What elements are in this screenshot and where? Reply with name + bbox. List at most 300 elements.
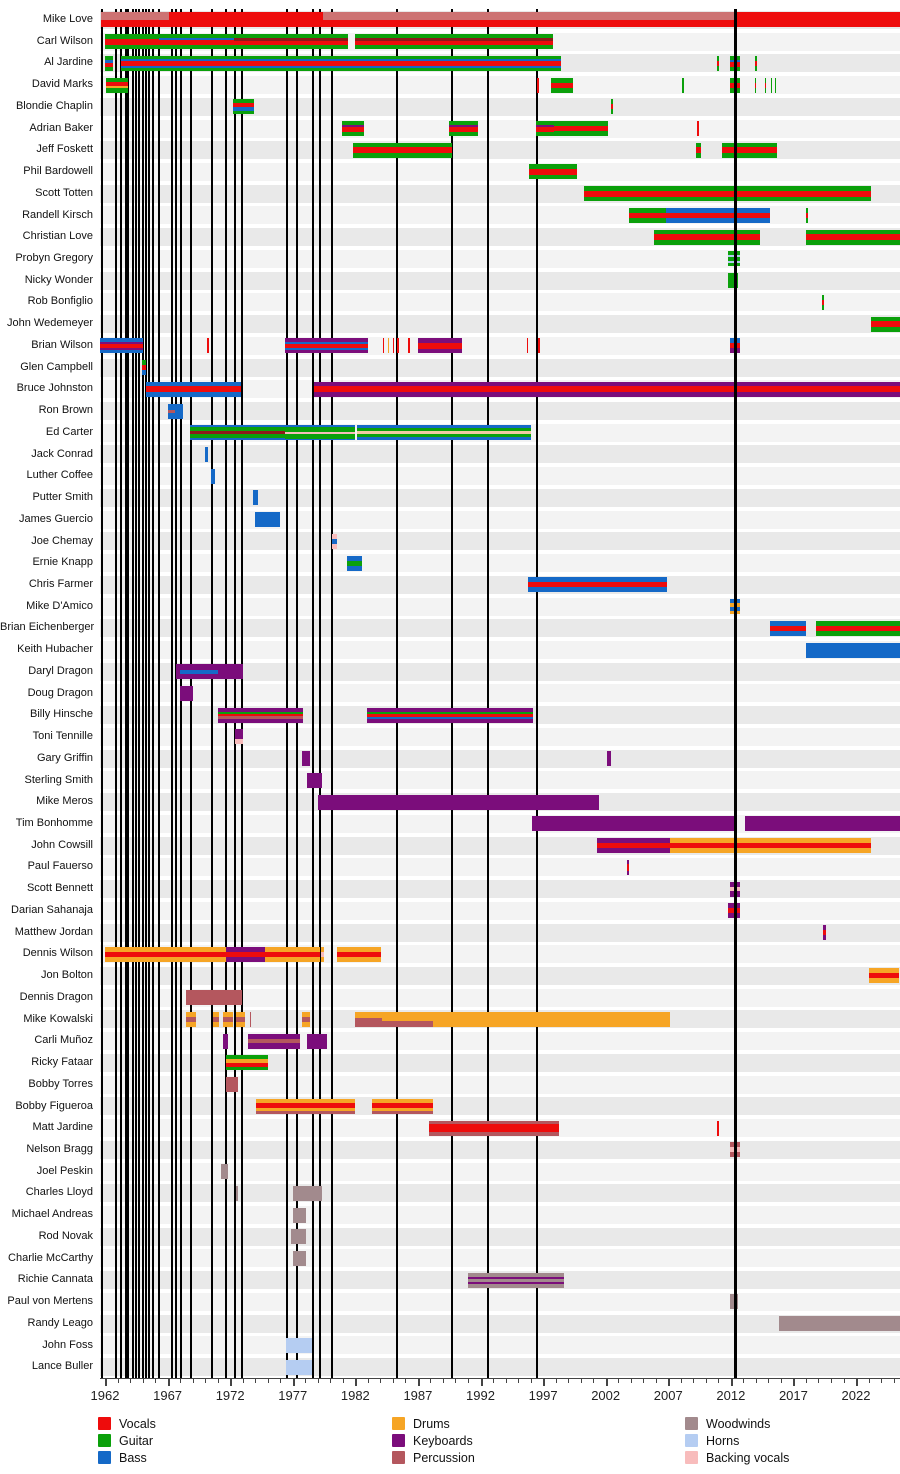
- axis-major-tick: [606, 1379, 608, 1386]
- axis-major-tick: [418, 1379, 420, 1386]
- member-label-gary-griffin: Gary Griffin: [36, 751, 93, 764]
- member-label-mike-meros: Mike Meros: [36, 795, 93, 808]
- axis-minor-tick: [268, 1379, 269, 1383]
- axis-tick-label: 2022: [841, 1388, 871, 1403]
- timeline-bar-david-marks: [682, 78, 684, 93]
- timeline-bar-mike-kowalski: [250, 1012, 252, 1027]
- drums-color-swatch: [392, 1417, 405, 1430]
- row-band: [100, 532, 900, 550]
- member-label-bobby-figueroa: Bobby Figueroa: [15, 1099, 93, 1112]
- timeline-bar-rod-novak: [291, 1229, 306, 1244]
- row-band: [100, 1228, 900, 1246]
- timeline-bar-mike-kowalski: [382, 1012, 433, 1027]
- vocals-color-swatch: [98, 1417, 111, 1430]
- member-label-matt-jardine: Matt Jardine: [32, 1121, 93, 1134]
- timeline-bar-brian-eichenberger: [816, 621, 900, 636]
- member-label-lance-buller: Lance Buller: [31, 1360, 93, 1373]
- axis-minor-tick: [280, 1379, 281, 1383]
- axis-tick-label: 1997: [528, 1388, 558, 1403]
- axis-minor-tick: [405, 1379, 406, 1383]
- timeline-bar-gary-griffin: [607, 751, 611, 766]
- timeline-bar-jeff-foskett: [722, 143, 777, 158]
- timeline-bar-glen-campbell: [142, 360, 146, 375]
- axis-minor-tick: [756, 1379, 757, 1383]
- axis-major-tick: [105, 1379, 107, 1386]
- timeline-bar-charles-lloyd: [293, 1186, 322, 1201]
- axis-tick-label: 1967: [153, 1388, 183, 1403]
- timeline-bar-dennis-wilson: [105, 947, 226, 962]
- member-label-matthew-jordan: Matthew Jordan: [14, 925, 93, 938]
- timeline-bar-dennis-wilson: [226, 947, 265, 962]
- axis-tick-label: 1977: [278, 1388, 308, 1403]
- timeline-bar-billy-hinsche: [367, 708, 533, 723]
- row-band: [100, 924, 900, 942]
- member-label-richie-cannata: Richie Cannata: [17, 1273, 93, 1286]
- timeline-bar-daryl-dragon: [218, 664, 243, 679]
- axis-minor-tick: [218, 1379, 219, 1383]
- member-label-jack-conrad: Jack Conrad: [31, 447, 93, 460]
- timeline-bar-rob-bonfiglio: [822, 295, 824, 310]
- axis-minor-tick: [831, 1379, 832, 1383]
- axis-minor-tick: [180, 1379, 181, 1383]
- timeline-bar-brian-wilson: [285, 338, 368, 353]
- legend-label: Drums: [413, 1417, 450, 1431]
- timeline-bar-carli-mu-oz: [223, 1034, 227, 1049]
- legend-label: Woodwinds: [706, 1417, 771, 1431]
- album-release-line: [152, 9, 154, 1378]
- axis-major-tick: [856, 1379, 858, 1386]
- axis-minor-tick: [593, 1379, 594, 1383]
- timeline-bar-brian-wilson: [418, 338, 462, 353]
- member-label-scott-totten: Scott Totten: [35, 186, 93, 199]
- legend-label: Bass: [119, 1451, 147, 1465]
- row-band: [100, 163, 900, 181]
- album-release-line: [536, 9, 538, 1378]
- timeline-bar-lance-buller: [286, 1360, 312, 1375]
- axis-minor-tick: [618, 1379, 619, 1383]
- timeline-bar-blondie-chaplin: [233, 99, 254, 114]
- member-label-john-wedemeyer: John Wedemeyer: [6, 317, 93, 330]
- album-release-line: [101, 9, 103, 1378]
- timeline-bar-ed-carter: [190, 425, 285, 440]
- timeline-bar-dennis-dragon: [186, 990, 242, 1005]
- album-release-line: [132, 9, 134, 1378]
- timeline-bar-ernie-knapp: [347, 556, 362, 571]
- keyboards-color-swatch: [392, 1434, 405, 1447]
- member-label-adrian-baker: Adrian Baker: [29, 121, 93, 134]
- timeline-bar-matt-jardine: [429, 1121, 559, 1136]
- timeline-bar-chris-farmer: [528, 577, 667, 592]
- row-band: [100, 120, 900, 138]
- timeline-bar-richie-cannata: [468, 1273, 564, 1288]
- axis-minor-tick: [130, 1379, 131, 1383]
- timeline-bar-randy-leago: [779, 1316, 900, 1331]
- member-label-dennis-wilson: Dennis Wilson: [22, 947, 93, 960]
- timeline-bar-mike-kowalski: [236, 1012, 245, 1027]
- axis-major-tick: [543, 1379, 545, 1386]
- row-band: [100, 272, 900, 290]
- timeline-bar-mike-kowalski: [302, 1012, 311, 1027]
- row-band: [100, 1206, 900, 1224]
- horns-color-swatch: [685, 1434, 698, 1447]
- axis-minor-tick: [643, 1379, 644, 1383]
- album-release-line: [115, 9, 117, 1378]
- axis-minor-tick: [205, 1379, 206, 1383]
- member-label-christian-love: Christian Love: [22, 230, 93, 243]
- timeline-bar-randell-kirsch: [666, 208, 770, 223]
- timeline-bar-mike-kowalski: [355, 1012, 381, 1027]
- timeline-bar-jack-conrad: [205, 447, 209, 462]
- member-label-bruce-johnston: Bruce Johnston: [16, 382, 93, 395]
- member-label-mike-d-amico: Mike D'Amico: [26, 599, 93, 612]
- timeline-bar-matt-jardine: [717, 1121, 719, 1136]
- album-release-line: [312, 9, 314, 1378]
- timeline-bar-mike-love: [323, 12, 735, 27]
- row-band: [100, 1076, 900, 1094]
- axis-minor-tick: [743, 1379, 744, 1383]
- timeline-bar-adrian-baker: [554, 121, 608, 136]
- album-release-line: [296, 9, 298, 1378]
- axis-minor-tick: [393, 1379, 394, 1383]
- axis-minor-tick: [305, 1379, 306, 1383]
- timeline-bar-dennis-wilson: [265, 947, 320, 962]
- member-label-brian-eichenberger: Brian Eichenberger: [0, 621, 95, 634]
- timeline-bar-adrian-baker: [342, 121, 365, 136]
- album-release-line: [171, 9, 173, 1378]
- axis-major-tick: [293, 1379, 295, 1386]
- timeline-bar-jon-bolton: [869, 968, 899, 983]
- bass-color-swatch: [98, 1451, 111, 1464]
- timeline-bar-bobby-figueroa: [256, 1099, 354, 1114]
- row-band: [100, 1336, 900, 1354]
- row-band: [100, 315, 900, 333]
- album-release-line: [127, 9, 129, 1378]
- member-label-jon-bolton: Jon Bolton: [41, 969, 93, 982]
- axis-tick-label: 1992: [466, 1388, 495, 1403]
- member-label-toni-tennille: Toni Tennille: [32, 730, 93, 743]
- legend-label: Horns: [706, 1434, 740, 1448]
- member-label-john-foss: John Foss: [42, 1338, 93, 1351]
- timeline-bar-mike-kowalski: [213, 1012, 219, 1027]
- timeline-bar-al-jardine: [755, 56, 757, 71]
- axis-minor-tick: [768, 1379, 769, 1383]
- member-label-james-guercio: James Guercio: [19, 512, 93, 525]
- member-label-dennis-dragon: Dennis Dragon: [19, 990, 93, 1003]
- album-release-line: [241, 9, 243, 1378]
- album-release-line: [487, 9, 489, 1378]
- row-band: [100, 98, 900, 116]
- axis-minor-tick: [656, 1379, 657, 1383]
- timeline-bar-james-guercio: [255, 512, 279, 527]
- legend-label: Percussion: [413, 1451, 475, 1465]
- row-band: [100, 250, 900, 268]
- axis-major-tick: [731, 1379, 733, 1386]
- timeline-bar-ron-brown: [175, 404, 183, 419]
- axis-major-tick: [230, 1379, 232, 1386]
- timeline-bar-carli-mu-oz: [307, 1034, 327, 1049]
- member-label-putter-smith: Putter Smith: [32, 491, 93, 504]
- axis-minor-tick: [781, 1379, 782, 1383]
- timeline-bar-carl-wilson: [105, 34, 159, 49]
- row-band: [100, 1163, 900, 1181]
- axis-minor-tick: [430, 1379, 431, 1383]
- timeline-bar-doug-dragon: [180, 686, 193, 701]
- timeline-bar-brian-wilson: [538, 338, 540, 353]
- member-label-john-cowsill: John Cowsill: [31, 838, 93, 851]
- member-label-tim-bonhomme: Tim Bonhomme: [15, 817, 93, 829]
- axis-minor-tick: [681, 1379, 682, 1383]
- row-band: [100, 750, 900, 768]
- timeline-bar-david-marks: [537, 78, 539, 93]
- row-band: [100, 554, 900, 572]
- timeline-bar-carl-wilson: [159, 34, 234, 49]
- axis-minor-tick: [255, 1379, 256, 1383]
- axis-minor-tick: [693, 1379, 694, 1383]
- timeline-bar-sterling-smith: [307, 773, 322, 788]
- axis-minor-tick: [556, 1379, 557, 1383]
- member-label-sterling-smith: Sterling Smith: [24, 773, 93, 786]
- member-label-billy-hinsche: Billy Hinsche: [30, 708, 93, 721]
- timeline-bar-adrian-baker: [697, 121, 699, 136]
- axis-minor-tick: [818, 1379, 819, 1383]
- album-release-line: [120, 9, 122, 1378]
- timeline-bar-jeff-foskett: [696, 143, 701, 158]
- row-band: [100, 445, 900, 463]
- row-band: [100, 641, 900, 659]
- timeline-bar-blondie-chaplin: [611, 99, 613, 114]
- row-band: [100, 771, 900, 789]
- timeline-bar-mike-kowalski: [433, 1012, 670, 1027]
- axis-minor-tick: [455, 1379, 456, 1383]
- timeline-bar-tim-bonhomme: [745, 816, 900, 831]
- timeline-bar-david-marks: [765, 78, 767, 93]
- timeline-bar-brian-wilson: [527, 338, 529, 353]
- row-band: [100, 576, 900, 594]
- axis-minor-tick: [531, 1379, 532, 1383]
- member-label-scott-bennett: Scott Bennett: [26, 882, 93, 895]
- timeline-bar-gary-griffin: [302, 751, 311, 766]
- row-band: [100, 467, 900, 485]
- legend-label: Keyboards: [413, 1434, 473, 1448]
- album-release-line: [451, 9, 453, 1378]
- row-band: [100, 76, 900, 94]
- timeline-bar-dennis-wilson: [321, 947, 324, 962]
- axis-major-tick: [355, 1379, 357, 1386]
- axis-minor-tick: [894, 1379, 895, 1383]
- axis-minor-tick: [143, 1379, 144, 1383]
- timeline-bar-david-marks: [551, 78, 574, 93]
- guitar-color-swatch: [98, 1434, 111, 1447]
- timeline-bar-luther-coffee: [211, 469, 214, 484]
- timeline-bar-scott-totten: [584, 186, 871, 201]
- timeline-bar-paul-fauerso: [627, 860, 629, 875]
- row-band: [100, 858, 900, 876]
- row-band: [100, 1032, 900, 1050]
- timeline-bar-michael-andreas: [293, 1208, 306, 1223]
- axis-minor-tick: [368, 1379, 369, 1383]
- timeline-bar-brian-wilson: [397, 338, 399, 353]
- member-label-joe-chemay: Joe Chemay: [31, 534, 93, 547]
- timeline-bar-mike-kowalski: [186, 1012, 196, 1027]
- axis-minor-tick: [243, 1379, 244, 1383]
- member-label-randy-leago: Randy Leago: [27, 1316, 93, 1329]
- axis-tick-label: 2002: [591, 1388, 621, 1403]
- axis-minor-tick: [380, 1379, 381, 1383]
- timeline-bar-brian-wilson: [100, 338, 143, 353]
- member-label-carl-wilson: Carl Wilson: [36, 34, 93, 47]
- axis-minor-tick: [881, 1379, 882, 1383]
- timeline-bar-brian-wilson: [207, 338, 209, 353]
- member-label-ernie-knapp: Ernie Knapp: [32, 556, 93, 569]
- axis-major-tick: [668, 1379, 670, 1386]
- axis-tick-label: 2017: [778, 1388, 808, 1403]
- timeline-bar-adrian-baker: [536, 121, 555, 136]
- timeline-bar-ed-carter: [285, 425, 354, 440]
- timeline-bar-charlie-mccarthy: [293, 1251, 306, 1266]
- timeline-bar-bruce-johnston: [314, 382, 900, 397]
- member-label-keith-hubacher: Keith Hubacher: [17, 643, 93, 656]
- row-band: [100, 293, 900, 311]
- timeline-bar-mike-love: [735, 12, 900, 27]
- axis-minor-tick: [468, 1379, 469, 1383]
- member-label-brian-wilson: Brian Wilson: [31, 338, 93, 351]
- axis-minor-tick: [118, 1379, 119, 1383]
- album-release-line: [148, 9, 150, 1378]
- row-band: [100, 206, 900, 224]
- row-band: [100, 1184, 900, 1202]
- row-band: [100, 1293, 900, 1311]
- row-band: [100, 1141, 900, 1159]
- timeline-bar-putter-smith: [253, 490, 259, 505]
- timeline-bar-david-marks: [755, 78, 757, 93]
- timeline-bar-brian-wilson: [383, 338, 385, 353]
- timeline-bar-mike-meros: [318, 795, 600, 810]
- album-release-line: [142, 9, 144, 1378]
- timeline-bar-david-marks: [106, 78, 127, 93]
- timeline-bar-david-marks: [771, 78, 773, 93]
- member-label-chris-farmer: Chris Farmer: [28, 577, 93, 590]
- member-label-luther-coffee: Luther Coffee: [26, 469, 93, 482]
- member-label-mike-kowalski: Mike Kowalski: [23, 1012, 93, 1025]
- timeline-bar-john-cowsill: [597, 838, 670, 853]
- row-band: [100, 598, 900, 616]
- axis-minor-tick: [518, 1379, 519, 1383]
- axis-tick-label: 1962: [90, 1388, 120, 1403]
- member-label-rob-bonfiglio: Rob Bonfiglio: [27, 295, 93, 308]
- axis-minor-tick: [706, 1379, 707, 1383]
- member-label-rod-novak: Rod Novak: [38, 1229, 93, 1242]
- member-label-paul-von-mertens: Paul von Mertens: [7, 1295, 93, 1308]
- timeline-bar-al-jardine: [121, 56, 560, 71]
- axis-major-tick: [793, 1379, 795, 1386]
- album-release-line: [396, 9, 398, 1378]
- axis-tick-label: 1982: [340, 1388, 370, 1403]
- timeline-bar-al-jardine: [105, 56, 113, 71]
- axis-minor-tick: [330, 1379, 331, 1383]
- member-label-bobby-torres: Bobby Torres: [28, 1077, 93, 1090]
- row-band: [100, 228, 900, 246]
- timeline-bar-phil-bardowell: [529, 164, 577, 179]
- timeline-bar-bobby-figueroa: [372, 1099, 433, 1114]
- row-band: [100, 1358, 900, 1376]
- percussion-color-swatch: [392, 1451, 405, 1464]
- timeline-bar-toni-tennille: [235, 729, 243, 744]
- member-label-paul-fauerso: Paul Fauerso: [27, 860, 93, 873]
- album-release-line: [175, 9, 177, 1378]
- axis-minor-tick: [869, 1379, 870, 1383]
- timeline-bar-christian-love: [806, 230, 900, 245]
- backing-vocals-color-swatch: [685, 1451, 698, 1464]
- album-release-line: [319, 9, 321, 1378]
- timeline-bar-ron-brown: [168, 404, 176, 419]
- timeline-bar-bobby-torres: [226, 1077, 237, 1092]
- row-band: [100, 141, 900, 159]
- row-band: [100, 511, 900, 529]
- timeline-bar-tim-bonhomme: [532, 816, 737, 831]
- legend-label: Backing vocals: [706, 1451, 790, 1465]
- timeline-bar-christian-love: [654, 230, 759, 245]
- member-label-doug-dragon: Doug Dragon: [27, 686, 93, 699]
- row-band: [100, 1054, 900, 1072]
- member-label-daryl-dragon: Daryl Dragon: [28, 664, 93, 677]
- axis-minor-tick: [193, 1379, 194, 1383]
- timeline-bar-billy-hinsche: [218, 708, 303, 723]
- axis-minor-tick: [581, 1379, 582, 1383]
- timeline-bar-randell-kirsch: [806, 208, 808, 223]
- album-release-line: [211, 9, 213, 1378]
- album-release-line: [138, 9, 140, 1378]
- legend-label: Guitar: [119, 1434, 154, 1448]
- timeline-bar-daryl-dragon: [180, 664, 218, 679]
- axis-minor-tick: [718, 1379, 719, 1383]
- timeline-bar-joel-peskin: [221, 1164, 227, 1179]
- timeline-bar-ed-carter: [357, 425, 531, 440]
- timeline-bar-matthew-jordan: [823, 925, 826, 940]
- timeline-bar-ricky-fataar: [226, 1055, 267, 1070]
- woodwinds-color-swatch: [685, 1417, 698, 1430]
- axis-minor-tick: [506, 1379, 507, 1383]
- member-label-ron-brown: Ron Brown: [38, 404, 93, 417]
- axis-minor-tick: [844, 1379, 845, 1383]
- timeline-bar-dennis-wilson: [337, 947, 381, 962]
- timeline-bar-carl-wilson: [234, 34, 348, 49]
- timeline-bar-carl-wilson: [355, 34, 553, 49]
- member-label-carli-mu-oz: Carli Muñoz: [34, 1034, 93, 1047]
- album-release-line: [286, 9, 288, 1378]
- member-label-mike-love: Mike Love: [42, 13, 93, 25]
- member-label-glen-campbell: Glen Campbell: [20, 360, 93, 373]
- timeline-bar-adrian-baker: [449, 121, 478, 136]
- axis-tick-label: 2007: [653, 1388, 683, 1403]
- member-label-blondie-chaplin: Blondie Chaplin: [15, 99, 93, 112]
- axis-minor-tick: [631, 1379, 632, 1383]
- album-release-line: [135, 9, 137, 1378]
- row-band: [100, 1249, 900, 1267]
- timeline-bar-mike-kowalski: [223, 1012, 233, 1027]
- axis-minor-tick: [568, 1379, 569, 1383]
- album-release-line: [158, 9, 160, 1378]
- row-band: [100, 337, 900, 355]
- timeline-bar-david-marks: [775, 78, 777, 93]
- member-label-probyn-gregory: Probyn Gregory: [15, 252, 93, 265]
- axis-minor-tick: [343, 1379, 344, 1383]
- member-label-charlie-mccarthy: Charlie McCarthy: [8, 1251, 93, 1264]
- timeline-bar-keith-hubacher: [806, 643, 900, 658]
- member-label-michael-andreas: Michael Andreas: [11, 1208, 93, 1221]
- timeline-bar-joe-chemay: [332, 534, 337, 549]
- axis-minor-tick: [443, 1379, 444, 1383]
- row-band: [100, 402, 900, 420]
